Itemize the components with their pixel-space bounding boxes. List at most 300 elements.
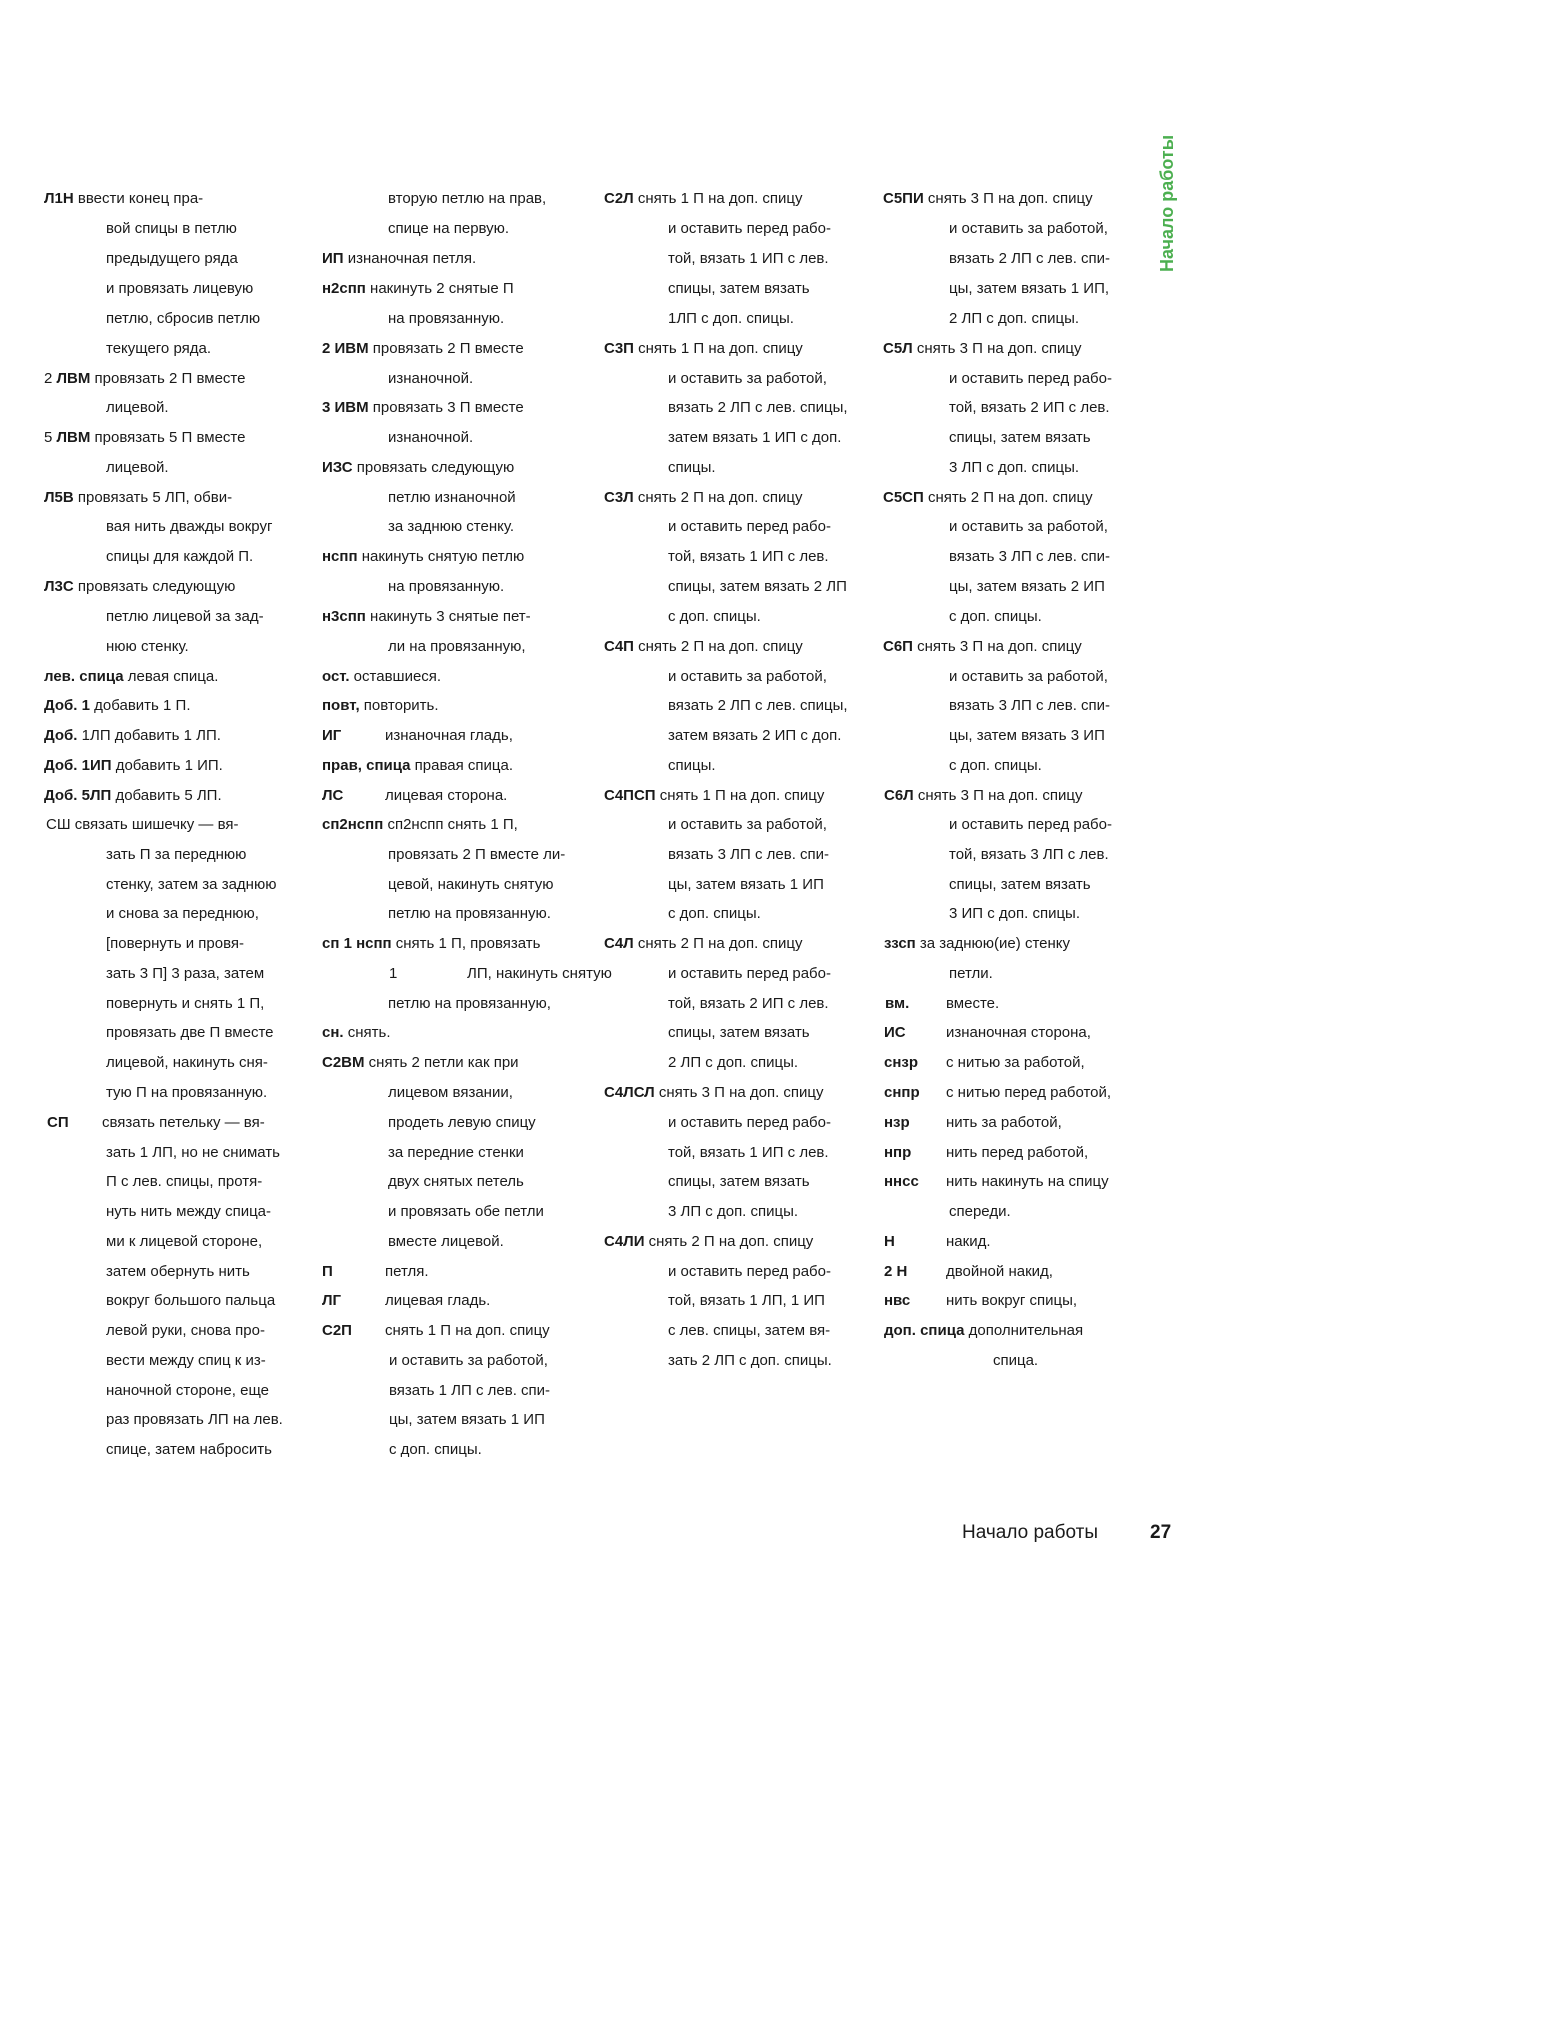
abbreviation-text: той, вязать 1 ИП с лев.: [668, 1144, 829, 1161]
glossary-line: [946, 1263, 1053, 1281]
abbreviation-text: накид.: [946, 1233, 991, 1250]
abbreviation-term: 3 ИВМ: [322, 399, 369, 416]
abbreviation-text: петлю изнаночной: [388, 489, 516, 506]
abbreviation-text: зать П за переднюю: [106, 846, 247, 863]
glossary-line: [949, 1203, 1011, 1221]
abbreviation-text: снять 3 П на доп. спицу: [913, 787, 1083, 804]
abbreviation-text: за заднюю стенку.: [388, 518, 515, 535]
glossary-line: [322, 608, 531, 626]
abbreviation-text: вой спицы в петлю: [106, 220, 237, 237]
glossary-line: [668, 965, 831, 983]
abbreviation-text: петлю лицевой за зад-: [106, 608, 264, 625]
glossary-line: [946, 1114, 1062, 1132]
abbreviation-text: снять 2 П на доп. спицу: [923, 489, 1093, 506]
abbreviation-text: лицевой.: [106, 399, 169, 416]
abbreviation-term: ЛВМ: [56, 370, 91, 387]
glossary-line: [949, 816, 1112, 834]
glossary-line: [883, 489, 1093, 507]
glossary-line: [106, 1084, 267, 1102]
glossary-line: [884, 1173, 919, 1191]
abbreviation-text: вязать 1 ЛП с лев. спи-: [389, 1382, 551, 1399]
glossary-line: [946, 1024, 1091, 1042]
abbreviation-term: Л3С: [44, 578, 74, 595]
abbreviation-text: оставшиеся.: [349, 668, 442, 685]
glossary-line: [946, 1054, 1085, 1072]
glossary-line: [668, 1292, 825, 1310]
abbreviation-text: 1ЛП добавить 1 ЛП.: [77, 727, 221, 744]
abbreviation-text: спицы.: [668, 459, 716, 476]
abbreviation-text: 3 ЛП с доп. спицы.: [949, 459, 1080, 476]
glossary-line: [47, 1114, 69, 1132]
abbreviation-text: на провязанную.: [388, 578, 505, 595]
glossary-line: [106, 876, 276, 894]
abbreviation-text: цы, затем вязать 1 ИП,: [949, 280, 1110, 297]
abbreviation-text: двойной накид,: [946, 1263, 1053, 1280]
page-number: 27: [1150, 1522, 1172, 1543]
abbreviation-text: на провязанную.: [388, 310, 505, 327]
glossary-line: [44, 370, 245, 388]
abbreviation-term: Л1Н: [44, 190, 74, 207]
abbreviation-text: снять 3 П на доп. спицу: [923, 190, 1093, 207]
glossary-line: [389, 965, 397, 983]
abbreviation-text: снять 2 П на доп. спицу: [644, 1233, 814, 1250]
glossary-line: [106, 846, 246, 864]
abbreviation-text: снять 2 П на доп. спицу: [633, 935, 803, 952]
abbreviation-text: ли на провязанную,: [388, 638, 526, 655]
glossary-line: [44, 489, 232, 507]
glossary-line: [467, 965, 612, 983]
glossary-line: [388, 489, 516, 507]
glossary-line: [44, 757, 223, 775]
glossary-line: [106, 935, 244, 953]
glossary-line: [604, 190, 803, 208]
abbreviation-text: вторую петлю на прав,: [388, 190, 547, 207]
glossary-line: [668, 905, 761, 923]
abbreviation-text: снять 3 П на доп. спицу: [654, 1084, 824, 1101]
abbreviation-text: снять 1 П, провязать: [391, 935, 541, 952]
abbreviation-text: спереди.: [949, 1203, 1011, 1220]
abbreviation-text: спице на первую.: [388, 220, 510, 237]
abbreviation-text: ввести конец пра-: [73, 190, 204, 207]
glossary-line: [668, 1114, 831, 1132]
glossary-line: [106, 1292, 275, 1310]
glossary-line: [106, 905, 259, 923]
glossary-line: [949, 518, 1108, 536]
abbreviation-text: левая спица.: [123, 668, 219, 685]
glossary-line: [322, 1054, 519, 1072]
abbreviation-text: той, вязать 1 ИП с лев.: [668, 250, 829, 267]
glossary-line: [388, 638, 526, 656]
abbreviation-term: С6Л: [884, 787, 914, 804]
glossary-line: [106, 548, 253, 566]
glossary-line: [949, 608, 1042, 626]
abbreviation-text: той, вязать 3 ЛП с лев.: [949, 846, 1109, 863]
glossary-line: [322, 280, 514, 298]
glossary-line: [106, 1144, 280, 1162]
abbreviation-text: цы, затем вязать 3 ИП: [949, 727, 1105, 744]
abbreviation-text: и оставить за работой,: [389, 1352, 548, 1369]
abbreviation-text: провязать 2 П вместе: [368, 340, 524, 357]
abbreviation-term: вм.: [885, 995, 910, 1012]
abbreviation-text: вязать 2 ЛП с лев. спицы,: [668, 697, 848, 714]
abbreviation-text: и снова за переднюю,: [106, 905, 259, 922]
abbreviation-text: и оставить перед рабо-: [668, 518, 831, 535]
abbreviation-text: за передние стенки: [388, 1144, 524, 1161]
glossary-line: [949, 697, 1110, 715]
glossary-line: [106, 1352, 266, 1370]
glossary-line: [668, 1322, 830, 1340]
glossary-line: [388, 995, 551, 1013]
abbreviation-term: Л5В: [44, 489, 74, 506]
abbreviation-text: 3 ИП с доп. спицы.: [949, 905, 1081, 922]
glossary-line: [388, 220, 509, 238]
glossary-line: [949, 905, 1080, 923]
glossary-line: [385, 727, 513, 745]
abbreviation-term: Доб. 5ЛП: [44, 787, 112, 804]
abbreviation-text: снять 2 петли как при: [364, 1054, 519, 1071]
abbreviation-text: провязать 5 П вместе: [90, 429, 246, 446]
glossary-line: [388, 518, 514, 536]
abbreviation-text: 1ЛП с доп. спицы.: [668, 310, 794, 327]
glossary-line: [885, 995, 909, 1013]
abbreviation-text: и оставить за работой,: [668, 816, 827, 833]
glossary-line: [388, 190, 546, 208]
glossary-line: [668, 220, 831, 238]
abbreviation-text: [повернуть и провя-: [106, 935, 245, 952]
abbreviation-text: левой руки, снова про-: [106, 1322, 265, 1339]
glossary-line: [949, 220, 1108, 238]
glossary-line: [668, 816, 827, 834]
glossary-line: [668, 578, 847, 596]
abbreviation-text: спицы, затем вязать: [949, 429, 1091, 446]
abbreviation-text: лицевом вязании,: [388, 1084, 513, 1101]
abbreviation-term: ЛГ: [322, 1292, 342, 1309]
abbreviation-text: петлю, сбросив петлю: [106, 310, 261, 327]
glossary-line: [884, 1144, 911, 1162]
abbreviation-text: снять 3 П на доп. спицу: [912, 340, 1082, 357]
abbreviation-text: той, вязать 1 ЛП, 1 ИП: [668, 1292, 825, 1309]
abbreviation-term: С3Л: [604, 489, 634, 506]
abbreviation-text: повернуть и снять 1 П,: [106, 995, 265, 1012]
abbreviation-term: повт,: [322, 697, 360, 714]
glossary-line: [44, 429, 245, 447]
abbreviation-text: изнаночной.: [388, 370, 474, 387]
abbreviation-text: 2 ЛП с доп. спицы.: [668, 1054, 799, 1071]
abbreviation-term: ост.: [322, 668, 350, 685]
glossary-line: [106, 638, 189, 656]
abbreviation-text: 5: [44, 429, 57, 446]
abbreviation-text: провязать две П вместе: [106, 1024, 274, 1041]
glossary-line: [884, 1114, 910, 1132]
glossary-line: [949, 280, 1109, 298]
glossary-line: [322, 340, 524, 358]
abbreviation-term: Н: [884, 1233, 895, 1250]
abbreviation-text: вязать 3 ЛП с лев. спи-: [949, 548, 1111, 565]
abbreviation-text: и оставить перед рабо-: [668, 220, 831, 237]
glossary-line: [884, 1024, 906, 1042]
glossary-line: [106, 965, 264, 983]
glossary-line: [668, 459, 716, 477]
abbreviation-term: ИЗС: [322, 459, 353, 476]
glossary-line: [44, 787, 222, 805]
abbreviation-term: С2ВМ: [322, 1054, 365, 1071]
abbreviation-text: ЛП, накинуть снятую: [467, 965, 612, 982]
abbreviation-text: снять 1 П на доп. спицу: [655, 787, 825, 804]
glossary-line: [322, 816, 518, 834]
glossary-line: [949, 668, 1108, 686]
glossary-line: [949, 548, 1110, 566]
glossary-line: [604, 489, 803, 507]
abbreviation-term: Доб.: [44, 727, 78, 744]
glossary-line: [946, 1084, 1111, 1102]
glossary-line: [388, 1144, 524, 1162]
abbreviation-text: цы, затем вязать 2 ИП: [949, 578, 1105, 595]
abbreviation-text: лицевая сторона.: [385, 787, 508, 804]
abbreviation-text: 1: [389, 965, 398, 982]
abbreviation-text: той, вязать 2 ИП с лев.: [949, 399, 1110, 416]
abbreviation-text: затем вязать 2 ИП с доп.: [668, 727, 842, 744]
abbreviation-text: дополнительная: [964, 1322, 1084, 1339]
abbreviation-text: снять.: [343, 1024, 391, 1041]
glossary-line: [949, 399, 1110, 417]
glossary-line: [388, 429, 473, 447]
glossary-line: [106, 608, 264, 626]
glossary-line: [385, 787, 507, 805]
glossary-line: [44, 668, 218, 686]
glossary-line: [106, 1263, 250, 1281]
glossary-line: [668, 1173, 810, 1191]
glossary-line: [993, 1352, 1038, 1370]
abbreviation-text: вая нить дважды вокруг: [106, 518, 273, 535]
abbreviation-text: лицевой.: [106, 459, 169, 476]
glossary-line: [106, 1382, 269, 1400]
glossary-line: [388, 370, 473, 388]
glossary-line: [106, 280, 253, 298]
glossary-line: [604, 638, 803, 656]
abbreviation-text: и провязать лицевую: [106, 280, 254, 297]
glossary-line: [946, 1144, 1088, 1162]
glossary-line: [385, 1322, 550, 1340]
abbreviation-text: зать 3 П] 3 раза, затем: [106, 965, 265, 982]
abbreviation-term: ннсс: [884, 1173, 919, 1190]
abbreviation-text: и оставить за работой,: [668, 668, 827, 685]
glossary-line: [44, 697, 191, 715]
abbreviation-text: затем обернуть нить: [106, 1263, 250, 1280]
abbreviation-text: и оставить за работой,: [949, 668, 1108, 685]
abbreviation-text: вязать 3 ЛП с лев. спи-: [949, 697, 1111, 714]
abbreviation-text: стенку, затем за заднюю: [106, 876, 277, 893]
abbreviation-text: и оставить перед рабо-: [949, 816, 1112, 833]
glossary-line: [106, 1203, 271, 1221]
glossary-line: [949, 965, 993, 983]
glossary-line: [44, 190, 203, 208]
glossary-line: [949, 757, 1042, 775]
glossary-line: [668, 1024, 810, 1042]
abbreviation-text: накинуть 3 снятые пет-: [365, 608, 531, 625]
abbreviation-text: провязать 3 П вместе: [368, 399, 524, 416]
glossary-line: [668, 727, 841, 745]
abbreviation-text: ми к лицевой стороне,: [106, 1233, 263, 1250]
abbreviation-term: ИС: [884, 1024, 906, 1041]
abbreviation-text: СШ связать шишечку — вя-: [46, 816, 239, 833]
abbreviation-text: с доп. спицы.: [668, 905, 761, 922]
abbreviation-text: провязать следующую: [73, 578, 236, 595]
abbreviation-term: С4ПСП: [604, 787, 656, 804]
glossary-line: [883, 190, 1093, 208]
abbreviation-text: петлю на провязанную.: [388, 905, 551, 922]
abbreviation-text: и оставить за работой,: [949, 518, 1108, 535]
abbreviation-term: сп 1 нспп: [322, 935, 392, 952]
glossary-line: [322, 1322, 352, 1340]
glossary-line: [949, 250, 1110, 268]
abbreviation-text: лицевая гладь.: [385, 1292, 491, 1309]
glossary-line: [385, 1292, 490, 1310]
glossary-line: [604, 935, 803, 953]
glossary-line: [388, 1233, 504, 1251]
glossary-line: [884, 1054, 918, 1072]
glossary-line: [106, 1441, 272, 1459]
glossary-line: [106, 340, 211, 358]
abbreviation-term: С2П: [322, 1322, 352, 1339]
glossary-line: [388, 1173, 524, 1191]
glossary-line: [949, 459, 1079, 477]
abbreviation-text: тую П на провязанную.: [106, 1084, 268, 1101]
glossary-line: [102, 1114, 265, 1132]
glossary-line: [106, 518, 272, 536]
glossary-line: [385, 1263, 429, 1281]
abbreviation-text: провязать 2 П вместе ли-: [388, 846, 566, 863]
glossary-line: [322, 697, 439, 715]
glossary-line: [106, 250, 238, 268]
abbreviation-text: вместе лицевой.: [388, 1233, 504, 1250]
glossary-line: [106, 220, 237, 238]
glossary-line: [389, 1411, 545, 1429]
glossary-line: [388, 1114, 536, 1132]
abbreviation-term: 2 ИВМ: [322, 340, 369, 357]
glossary-line: [668, 250, 829, 268]
abbreviation-text: провязать следующую: [352, 459, 515, 476]
glossary-line: [388, 846, 565, 864]
glossary-line: [44, 578, 235, 596]
glossary-line: [668, 668, 827, 686]
glossary-line: [668, 370, 827, 388]
glossary-line: [668, 518, 831, 536]
abbreviation-text: с доп. спицы.: [389, 1441, 482, 1458]
glossary-line: [106, 459, 169, 477]
abbreviation-text: и провязать обе петли: [388, 1203, 544, 1220]
glossary-line: [388, 1203, 544, 1221]
glossary-line: [388, 1084, 513, 1102]
abbreviation-term: С5СП: [883, 489, 924, 506]
abbreviation-term: нвс: [884, 1292, 911, 1309]
abbreviation-text: наночной стороне, еще: [106, 1382, 269, 1399]
abbreviation-text: снять 3 П на доп. спицу: [912, 638, 1082, 655]
glossary-line: [949, 727, 1105, 745]
abbreviation-term: н2спп: [322, 280, 366, 297]
abbreviation-text: сп2нспп снять 1 П,: [383, 816, 518, 833]
abbreviation-term: сп2нспп: [322, 816, 384, 833]
abbreviation-text: и оставить за работой,: [668, 370, 827, 387]
abbreviation-term: нпр: [884, 1144, 912, 1161]
glossary-line: [949, 578, 1105, 596]
abbreviation-term: ИП: [322, 250, 344, 267]
abbreviation-text: снять 2 П на доп. спицу: [633, 489, 803, 506]
glossary-line: [946, 1233, 991, 1251]
abbreviation-term: ЛС: [322, 787, 344, 804]
abbreviation-term: ззсп: [884, 935, 916, 952]
glossary-line: [322, 1263, 333, 1281]
abbreviation-text: вязать 2 ЛП с лев. спицы,: [668, 399, 848, 416]
abbreviation-text: 2: [44, 370, 57, 387]
glossary-line: [322, 787, 343, 805]
abbreviation-text: вокруг большого пальца: [106, 1292, 276, 1309]
abbreviation-text: с лев. спицы, затем вя-: [668, 1322, 831, 1339]
glossary-line: [946, 1173, 1109, 1191]
abbreviation-term: ИГ: [322, 727, 342, 744]
abbreviation-text: вязать 3 ЛП с лев. спи-: [668, 846, 830, 863]
abbreviation-text: вязать 2 ЛП с лев. спи-: [949, 250, 1111, 267]
abbreviation-text: двух снятых петель: [388, 1173, 524, 1190]
glossary-line: [106, 1322, 265, 1340]
abbreviation-term: нзр: [884, 1114, 910, 1131]
abbreviation-text: снять 1 П на доп. спицу: [385, 1322, 550, 1339]
glossary-line: [46, 816, 239, 834]
abbreviation-term: С5ПИ: [883, 190, 924, 207]
abbreviation-text: за заднюю(ие) стенку: [915, 935, 1070, 952]
abbreviation-term: С6П: [883, 638, 913, 655]
glossary-line: [668, 429, 841, 447]
glossary-line: [884, 1322, 1083, 1340]
abbreviation-text: изнаночная сторона,: [946, 1024, 1091, 1041]
glossary-line: [668, 608, 761, 626]
glossary-line: [668, 876, 824, 894]
abbreviation-text: 2 ЛП с доп. спицы.: [949, 310, 1080, 327]
glossary-line: [388, 310, 504, 328]
abbreviation-text: петли.: [949, 965, 993, 982]
glossary-line: [604, 1084, 824, 1102]
abbreviation-text: добавить 5 ЛП.: [111, 787, 222, 804]
abbreviation-text: нить вокруг спицы,: [946, 1292, 1078, 1309]
abbreviation-text: спице, затем набросить: [106, 1441, 272, 1458]
glossary-line: [668, 1203, 798, 1221]
glossary-line: [106, 310, 260, 328]
abbreviation-text: изнаночной.: [388, 429, 474, 446]
abbreviation-term: Доб. 1: [44, 697, 90, 714]
glossary-line: [106, 1173, 262, 1191]
abbreviation-term: 2 Н: [884, 1263, 908, 1280]
glossary-line: [44, 727, 221, 745]
abbreviation-text: снять 1 П на доп. спицу: [633, 190, 803, 207]
glossary-line: [884, 1263, 907, 1281]
abbreviation-text: с доп. спицы.: [949, 757, 1042, 774]
abbreviation-text: цы, затем вязать 1 ИП: [389, 1411, 545, 1428]
glossary-line: [884, 1084, 920, 1102]
glossary-line: [668, 548, 829, 566]
abbreviation-term: С4ЛИ: [604, 1233, 645, 1250]
abbreviation-text: нуть нить между спица-: [106, 1203, 272, 1220]
side-section-tab: Начало работы: [1157, 134, 1177, 272]
abbreviation-term: прав, спица: [322, 757, 411, 774]
abbreviation-text: добавить 1 П.: [89, 697, 191, 714]
abbreviation-text: нюю стенку.: [106, 638, 189, 655]
glossary-line: [946, 995, 999, 1013]
glossary-line: [389, 1441, 482, 1459]
footer-section-title: Начало работы: [962, 1522, 1099, 1543]
glossary-line: [668, 995, 829, 1013]
abbreviation-text: затем вязать 1 ИП с доп.: [668, 429, 842, 446]
abbreviation-text: повторить.: [359, 697, 439, 714]
glossary-line: [668, 1352, 832, 1370]
